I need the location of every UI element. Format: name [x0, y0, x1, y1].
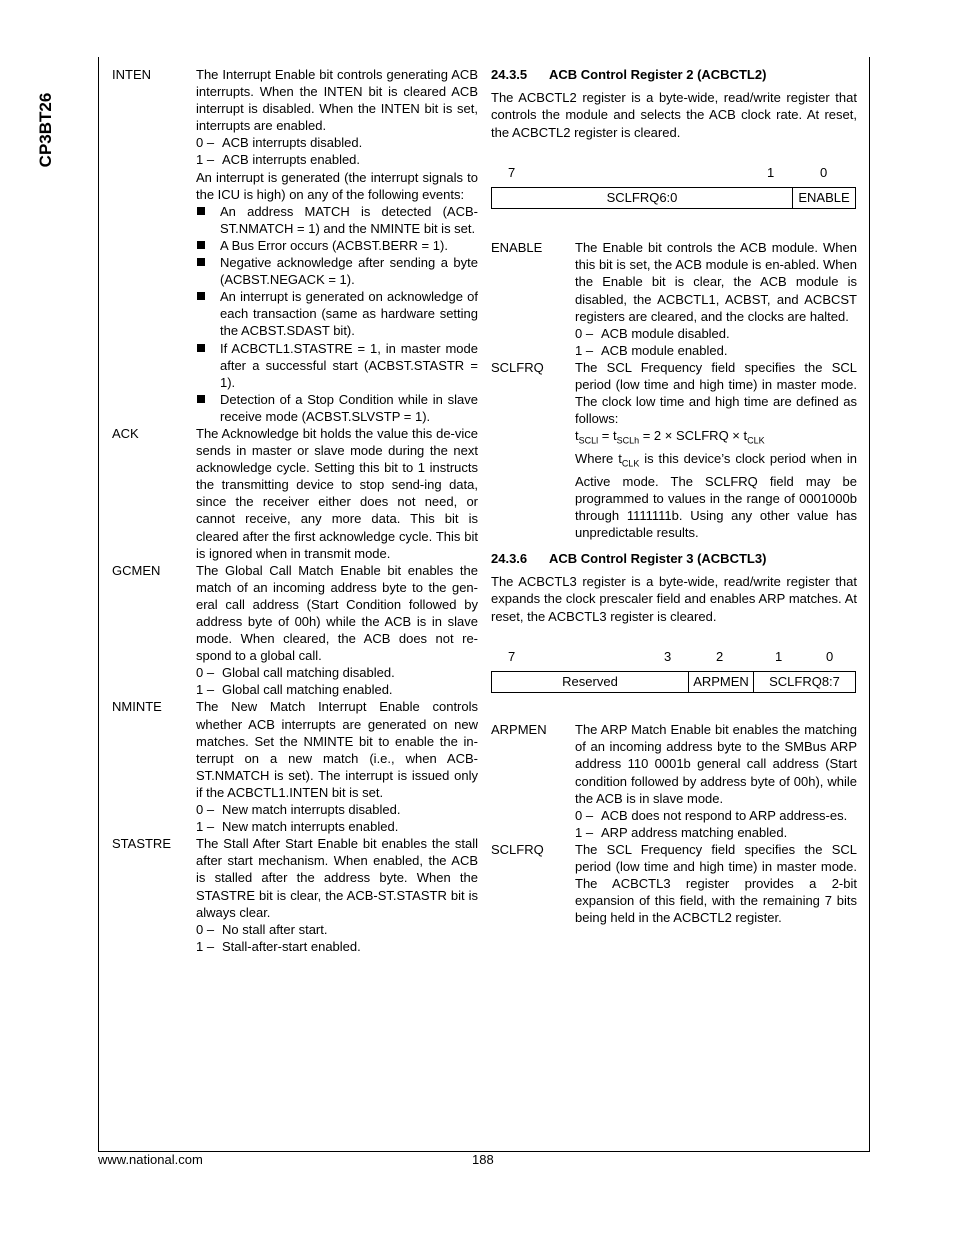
field-description: The Global Call Match Enable bit enables the match of an incoming address byte to the gen-eral call address (Start Condition followed by address byte of 00h) while the ACB is in slave mode. When cleared, the ACB does not re-spond to a global call. — [196, 562, 478, 664]
section-number: 24.3.6 — [491, 551, 528, 566]
register-table-acbctl2 — [491, 187, 856, 209]
bit-label: 1 — [775, 649, 783, 665]
list-item: An address MATCH is detected (ACB-ST.NMATCH = 1) and the NMINTE bit is set. — [196, 203, 478, 237]
field-description: The SCL Frequency field specifies the SCL period (low time and high time) in master mode. The clock low time and high time are defined as follows: — [575, 359, 857, 427]
bullet-icon — [196, 237, 220, 254]
list-item: If ACBCTL1.STASTRE = 1, in master mode after a successful start (ACBST.STASTR = 1). — [196, 340, 478, 391]
field-description: The SCL Frequency field specifies the SCL period (low time and high time) in master mode. The ACBCTL3 register provides a 2-bit expansion of this field, with the remaining 7 bits being held in the ACBCTL2 register. — [575, 841, 857, 926]
register-table-acbctl3 — [491, 671, 856, 693]
section-title: ACB Control Register 2 (ACBCTL2) — [549, 67, 767, 82]
left-column — [112, 66, 478, 955]
section-title: ACB Control Register 3 (ACBCTL3) — [549, 551, 767, 566]
register-cell: SCLFRQ8:7 — [754, 672, 856, 693]
option-0: 0 – No stall after start. — [196, 921, 328, 937]
field-name: NMINTE — [112, 699, 162, 715]
field-description: The New Match Interrupt Enable controls whether ACB interrupts are generated on new matches. Set the NMINTE bit to enable the in-terrupt on a new match (i.e., when ACB-ST.NMATCH is set). The interrupt is issued only if the ACBCTL1.INTEN bit is set. — [196, 699, 478, 800]
bit-label: 0 — [820, 165, 828, 181]
page-frame-right — [869, 57, 870, 1151]
option-0: 0 – ACB does not respond to ARP address-es. — [575, 807, 848, 823]
section-intro: The ACBCTL2 register is a byte-wide, read/write register that controls the module and selects the ACB clock rate. At reset, the ACBCTL2 register is cleared. — [491, 90, 857, 140]
bit-label: 3 — [664, 649, 672, 665]
field-name: SCLFRQ — [491, 841, 544, 857]
bit-label: 7 — [508, 165, 516, 181]
option-1: 1 – Stall-after-start enabled. — [196, 938, 361, 954]
register-cell: ENABLE — [793, 188, 856, 209]
field-inten — [112, 66, 478, 425]
field-sclfrq — [491, 359, 857, 541]
right-column — [491, 66, 857, 926]
clock-formula: $t_{SCLl} = t_{SCLh} = 2$ × SCLFRQ × $t_{CLK}$ — [575, 428, 765, 446]
bullet-icon — [196, 254, 220, 288]
field-extra-text: An interrupt is generated (the interrupt signals to the ICU is high) on any of the following events: — [196, 169, 478, 202]
page-number: 188 — [472, 1152, 494, 1167]
option-1: 1 – ARP address matching enabled. — [575, 824, 788, 840]
bit-label: 0 — [826, 649, 834, 665]
field-description: The ARP Match Enable bit enables the matching of an incoming address byte to the SMBus ARP address 110 0001b general call address (Start condition followed by address byte of 00h), while the ACB is in slave mode. — [575, 722, 857, 806]
field-description-cont: Where $t_{CLK}$ is this device’s clock period when in Active mode. The SCLFRQ field may be programmed to values in the range of 0001000b through 1111111b. Using any other value has unpredictable results. — [575, 450, 857, 540]
field-stastre — [112, 835, 478, 955]
option-1: 1 – New match interrupts enabled. — [196, 819, 399, 835]
register-cell: ARPMEN — [689, 672, 754, 693]
register-cell: Reserved — [492, 672, 689, 693]
field-ack — [112, 425, 478, 562]
field-gcmen — [112, 562, 478, 699]
register-bit-numbers — [491, 165, 857, 183]
list-item: Detection of a Stop Condition while in slave receive mode (ACBST.SLVSTP = 1). — [196, 391, 478, 425]
field-enable — [491, 239, 857, 359]
register-cell: SCLFRQ6:0 — [492, 188, 793, 209]
field-description: The Enable bit controls the ACB module. When this bit is set, the ACB module is en-abled. When the Enable bit is clear, the ACB module is disabled, the ACBCTL1, ACBST, and ACBCST registers are cleared, and the clocks are halted. — [575, 240, 857, 324]
option-0: 0 – Global call matching disabled. — [196, 665, 395, 681]
page-frame-left — [98, 57, 99, 1151]
option-1: 1 – ACB interrupts enabled. — [196, 152, 361, 168]
field-arpmen — [491, 721, 857, 841]
field-description: The Stall After Start Enable bit enables the stall after start mechanism. When enabled, the ACB is stalled after the address byte. When the STASTRE bit is clear, the ACB-ST.STASTR bit is always clear. — [196, 836, 478, 920]
list-item: Negative acknowledge after sending a byte (ACBST.NEGACK = 1). — [196, 254, 478, 288]
field-name: ENABLE — [491, 240, 543, 256]
field-name: GCMEN — [112, 562, 161, 578]
option-0: 0 – New match interrupts disabled. — [196, 802, 401, 818]
field-name: SCLFRQ — [491, 359, 544, 375]
field-description: The Acknowledge bit holds the value this de-vice sends in master or slave mode during the next acknowledge cycle. Setting this bit to 1 instructs the transmitting device to stop send-ing data, since the receiver either does not need, or cannot receive, any more data. This bit is cleared after the first acknowledge cycle. This bit is ignored when in transmit mode. — [196, 425, 478, 561]
option-0: 0 – ACB module disabled. — [575, 325, 730, 341]
field-name: INTEN — [112, 67, 151, 82]
option-1: 1 – ACB module enabled. — [575, 342, 728, 358]
bullet-icon — [196, 288, 220, 339]
bullet-icon — [196, 391, 220, 425]
footer-url: www.national.com — [98, 1152, 203, 1167]
interrupt-events-list — [196, 203, 478, 425]
bit-label: 1 — [767, 165, 775, 181]
field-sclfrq-ctl3 — [491, 841, 857, 926]
list-item: A Bus Error occurs (ACBST.BERR = 1). — [196, 237, 478, 254]
list-item: An interrupt is generated on acknowledge of each transaction (same as hardware setting the ACBST.SDAST bit). — [196, 288, 478, 339]
field-name: ACK — [112, 425, 139, 441]
field-name: STASTRE — [112, 836, 171, 852]
bullet-icon — [196, 203, 220, 237]
bit-label: 2 — [716, 649, 724, 665]
field-nminte — [112, 698, 478, 835]
section-number: 24.3.5 — [491, 67, 528, 82]
field-description: The Interrupt Enable bit controls generating ACB interrupts. When the INTEN bit is cleared ACB interrupt is disabled. When the INTEN bit is set, interrupts are enabled. — [196, 67, 478, 134]
section-intro: The ACBCTL3 register is a byte-wide, read/write register that expands the clock prescaler field and enables ARP matches. At reset, the ACBCTL3 register is cleared. — [491, 574, 857, 624]
option-1: 1 – Global call matching enabled. — [196, 682, 393, 698]
document-id: CP3BT26 — [36, 92, 55, 168]
section-heading-acbctl2 — [491, 66, 857, 83]
section-heading-acbctl3 — [491, 550, 857, 567]
field-name: ARPMEN — [491, 722, 547, 738]
register-bit-numbers — [491, 649, 857, 667]
bullet-icon — [196, 340, 220, 391]
option-0: 0 – ACB interrupts disabled. — [196, 135, 363, 151]
bit-label: 7 — [508, 649, 516, 665]
